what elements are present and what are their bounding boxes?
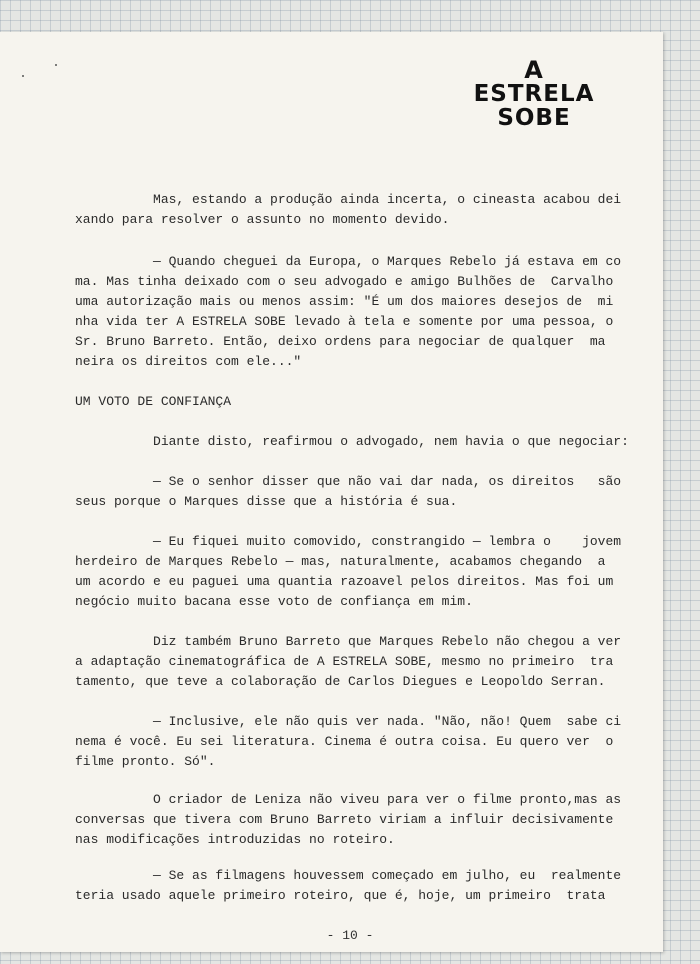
text-line: a adaptação cinematográfica de A ESTRELA SOBE, mesmo no primeiro tra — [75, 654, 614, 669]
paragraph — [75, 472, 623, 512]
text-line: Sr. Bruno Barreto. Então, deixo ordens para negociar de qualquer ma — [75, 334, 606, 349]
text-line: nema é você. Eu sei literatura. Cinema é outra coisa. Eu quero ver o — [75, 734, 614, 749]
logo-line-3: SOBE — [497, 105, 571, 131]
text-line: Diante disto, reafirmou o advogado, nem havia o que negociar: — [75, 434, 629, 449]
text-line: UM VOTO DE CONFIANÇA — [75, 394, 232, 409]
text-line: negócio muito bacana esse voto de confiança em mim. — [75, 594, 473, 609]
text-line: herdeiro de Marques Rebelo — mas, naturalmente, acabamos chegando a — [75, 554, 606, 569]
text-line: — Se o senhor disser que não vai dar nada, os direitos são — [75, 474, 622, 489]
text-line: — Eu fiquei muito comovido, constrangido — lembra o jovem — [75, 534, 622, 549]
text-line: O criador de Leniza não viveu para ver o filme pronto,mas as — [75, 792, 622, 807]
logo-line-1: A — [524, 56, 544, 84]
text-line: seus porque o Marques disse que a história é sua. — [75, 494, 458, 509]
text-line: — Inclusive, ele não quis ver nada. "Não, não! Quem sabe ci — [75, 714, 622, 729]
text-line: ma. Mas tinha deixado com o seu advogado e amigo Bulhões de Carvalho — [75, 274, 614, 289]
text-line: xando para resolver o assunto no momento devido. — [75, 212, 450, 227]
title-logo — [472, 58, 596, 130]
text-line: nas modificações introduzidas no roteiro. — [75, 832, 395, 847]
text-line: conversas que tivera com Bruno Barreto viriam a influir decisivamente — [75, 812, 614, 827]
paragraph — [75, 532, 623, 612]
text-line: — Se as filmagens houvessem começado em julho, eu realmente — [75, 868, 622, 883]
speck — [22, 75, 24, 77]
paragraph — [75, 190, 623, 230]
paragraph — [75, 866, 623, 906]
text-line: filme pronto. Só". — [75, 754, 216, 769]
speck — [55, 64, 57, 66]
text-line: — Quando cheguei da Europa, o Marques Rebelo já estava em co — [75, 254, 622, 269]
paragraph — [75, 712, 623, 772]
text-line: neira os direitos com ele..." — [75, 354, 302, 369]
paragraph — [75, 432, 629, 452]
text-line: tamento, que teve a colaboração de Carlos Diegues e Leopoldo Serran. — [75, 674, 606, 689]
paragraph — [75, 392, 623, 412]
paragraph — [75, 632, 623, 692]
logo-line-2: ESTRELA — [473, 81, 595, 107]
text-line: Mas, estando a produção ainda incerta, o cineasta acabou dei — [75, 192, 622, 207]
text-line: Diz também Bruno Barreto que Marques Rebelo não chegou a ver — [75, 634, 622, 649]
text-line: uma autorização mais ou menos assim: "É um dos maiores desejos de mi — [75, 294, 614, 309]
paragraph — [75, 790, 623, 850]
paragraph — [75, 252, 623, 372]
text-line: teria usado aquele primeiro roteiro, que é, hoje, um primeiro trata — [75, 888, 606, 903]
text-line: um acordo e eu paguei uma quantia razoavel pelos direitos. Mas foi um — [75, 574, 614, 589]
page-number: - 10 - — [326, 928, 374, 943]
text-line: nha vida ter A ESTRELA SOBE levado à tela e somente por uma pessoa, o — [75, 314, 614, 329]
